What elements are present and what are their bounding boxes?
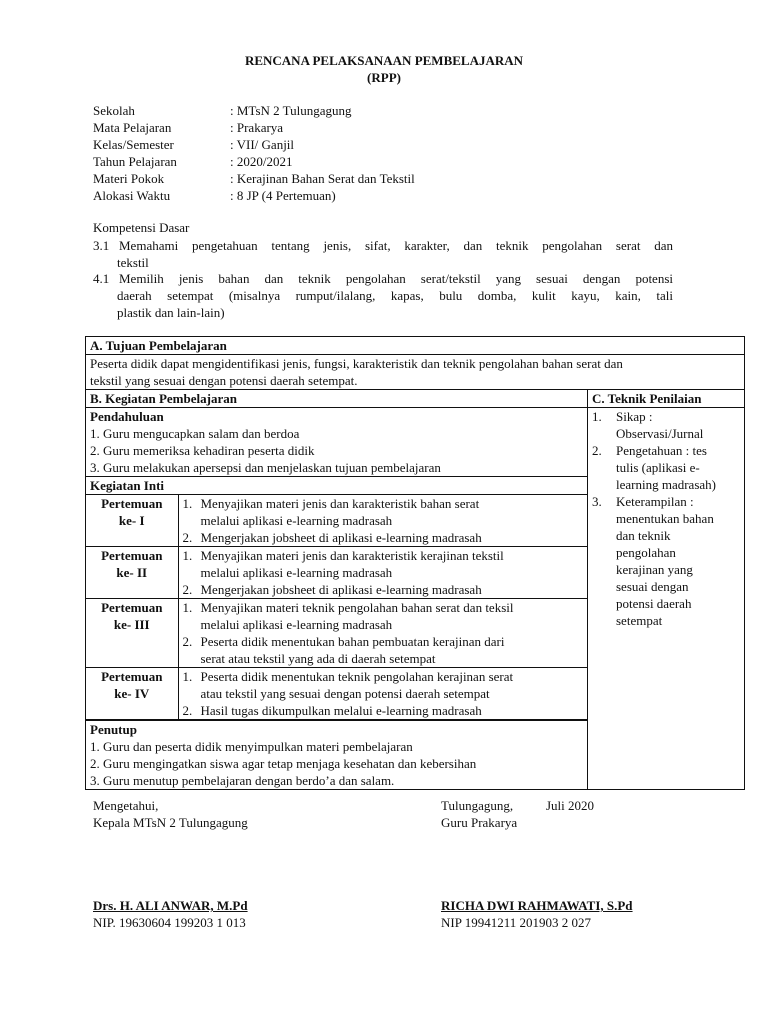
identity-label: Sekolah — [93, 103, 135, 118]
meeting-acts — [178, 495, 587, 547]
meeting-acts — [178, 668, 587, 720]
penutup-item: 2. Guru mengingatkan siswa agar tetap menjaga kesehatan dan kebersihan — [90, 756, 477, 771]
act-line: atau tekstil yang sesuai dengan potensi daerah setempat — [200, 686, 490, 701]
identity-row — [93, 136, 693, 153]
act-number: 2. — [182, 582, 193, 597]
teknik-line: tulis (aplikasi e- — [616, 460, 700, 475]
meeting-acts — [178, 547, 587, 599]
act-number: 1. — [182, 669, 193, 684]
act-line: melalui aplikasi e-learning madrasah — [200, 513, 393, 528]
sig-right-nip: NIP 19941211 201903 2 027 — [441, 915, 591, 930]
sig-left-l2: Kepala MTsN 2 Tulungagung — [93, 815, 248, 830]
kd-number: 4.1 — [93, 271, 110, 286]
kegiatan-cell — [86, 408, 588, 790]
meeting-label-line: ke- IV — [114, 686, 150, 701]
identity-value: : 8 JP (4 Pertemuan) — [230, 188, 336, 203]
identity-row — [93, 102, 693, 119]
teknik-line: Pengetahuan : tes — [616, 443, 707, 458]
identity-label: Mata Pelajaran — [93, 120, 172, 135]
sig-right-date: Juli 2020 — [546, 798, 595, 813]
sig-right-place: Tulungagung, — [441, 798, 514, 813]
sig-left-name: Drs. H. ALI ANWAR, M.Pd — [93, 898, 248, 913]
act-line: Menyajikan materi teknik pengolahan bahan serat dan teksil — [200, 600, 514, 615]
penutup-title: Penutup — [90, 722, 137, 737]
inti-title: Kegiatan Inti — [86, 476, 587, 494]
rpp-table — [85, 336, 745, 790]
meeting-label-line: Pertemuan — [101, 600, 163, 615]
meeting-row — [86, 547, 587, 599]
act-line: Hasil tugas dikumpulkan melalui e-learning madrasah — [200, 703, 482, 718]
pendahuluan-title: Pendahuluan — [90, 409, 164, 424]
teknik-line: sesuai dengan — [616, 579, 689, 594]
identity-row — [93, 153, 693, 170]
tujuan-line: tekstil yang sesuai dengan potensi daerah setempat. — [90, 373, 358, 388]
meeting-label — [86, 599, 178, 668]
teknik-line: Sikap : — [616, 409, 653, 424]
teknik-line: potensi daerah — [616, 596, 692, 611]
pendahuluan-item: 1. Guru mengucapkan salam dan berdoa — [90, 426, 300, 441]
act-number: 1. — [182, 600, 193, 615]
teknik-number: 3. — [592, 494, 602, 509]
kd-line: daerah setempat (misalnya rumput/ilalang, kapas, bulu domba, kulit kayu, kain, tali — [117, 288, 673, 303]
teknik-item — [592, 442, 740, 493]
teknik-cell — [588, 408, 745, 790]
teknik-number: 2. — [592, 443, 602, 458]
act-line: Mengerjakan jobsheet di aplikasi e-learning madrasah — [200, 530, 482, 545]
pendahuluan-item: 2. Guru memeriksa kehadiran peserta didik — [90, 443, 315, 458]
act-number: 1. — [182, 548, 193, 563]
meeting-label-line: Pertemuan — [101, 669, 163, 684]
tujuan-line: Peserta didik dapat mengidentifikasi jenis, fungsi, karakteristik dan teknik pengolahan bahan serat dan — [90, 356, 623, 371]
teknik-number: 1. — [592, 409, 602, 424]
teknik-item — [592, 408, 740, 442]
sig-left-nip: NIP. 19630604 199203 1 013 — [93, 915, 246, 930]
meeting-acts — [178, 599, 587, 668]
act-line: Peserta didik menentukan teknik pengolahan kerajinan serat — [200, 669, 514, 684]
inti-table — [86, 494, 587, 720]
meeting-label-line: ke- I — [118, 513, 145, 528]
teknik-line: menentukan bahan — [616, 511, 714, 526]
kd-item — [93, 270, 673, 321]
act-line: Peserta didik menentukan bahan pembuatan kerajinan dari — [200, 634, 505, 649]
act-number: 1. — [182, 496, 193, 511]
teknik-item — [592, 493, 740, 629]
kegiatan-header: B. Kegiatan Pembelajaran — [86, 390, 588, 408]
kd-item — [93, 237, 673, 271]
identity-row — [93, 119, 693, 136]
identity-label: Materi Pokok — [93, 171, 165, 186]
act-line: melalui aplikasi e-learning madrasah — [200, 565, 393, 580]
meeting-label — [86, 668, 178, 720]
tujuan-header: A. Tujuan Pembelajaran — [86, 337, 745, 355]
kd-line: Memilih jenis bahan dan teknik pengolahan serat/tekstil yang sesuai dengan potensi — [119, 271, 673, 286]
act-line: melalui aplikasi e-learning madrasah — [200, 617, 393, 632]
meeting-label-line: Pertemuan — [101, 548, 163, 563]
meeting-label — [86, 495, 178, 547]
sig-left-l1: Mengetahui, — [93, 798, 159, 813]
act-line: Mengerjakan jobsheet di aplikasi e-learning madrasah — [200, 582, 482, 597]
act-line: Menyajikan materi jenis dan karakteristik kerajinan tekstil — [200, 548, 504, 563]
act-number: 2. — [182, 703, 193, 718]
identity-value: : MTsN 2 Tulungagung — [230, 103, 352, 118]
teknik-line: Observasi/Jurnal — [616, 426, 704, 441]
penutup-item: 1. Guru dan peserta didik menyimpulkan materi pembelajaran — [90, 739, 413, 754]
teknik-line: Keterampilan : — [616, 494, 694, 509]
teknik-line: setempat — [616, 613, 663, 628]
meeting-label-line: ke- II — [116, 565, 148, 580]
penutup-item: 3. Guru menutup pembelajaran dengan berdo’a dan salam. — [90, 773, 395, 788]
identity-value: : 2020/2021 — [230, 154, 293, 169]
sig-right-l2: Guru Prakarya — [441, 815, 518, 830]
teknik-line: learning madrasah) — [616, 477, 716, 492]
sig-right-name: RICHA DWI RAHMAWATI, S.Pd — [441, 898, 633, 913]
identity-row — [93, 170, 693, 187]
doc-title: RENCANA PELAKSANAAN PEMBELAJARAN — [244, 53, 524, 68]
identity-label: Kelas/Semester — [93, 137, 174, 152]
meeting-row — [86, 495, 587, 547]
identity-value: : VII/ Ganjil — [230, 137, 295, 152]
act-line: Menyajikan materi jenis dan karakteristik bahan serat — [200, 496, 480, 511]
teknik-line: dan teknik — [616, 528, 671, 543]
meeting-row — [86, 599, 587, 668]
identity-label: Alokasi Waktu — [93, 188, 171, 203]
identity-row — [93, 187, 693, 204]
teknik-line: kerajinan yang — [616, 562, 693, 577]
teknik-line: pengolahan — [616, 545, 676, 560]
kd-heading: Kompetensi Dasar — [93, 220, 190, 235]
act-number: 2. — [182, 530, 193, 545]
pendahuluan-item: 3. Guru melakukan apersepsi dan menjelaskan tujuan pembelajaran — [90, 460, 441, 475]
identity-value: : Kerajinan Bahan Serat dan Tekstil — [230, 171, 415, 186]
teknik-header: C. Teknik Penilaian — [588, 390, 745, 408]
pendahuluan-section — [86, 408, 587, 476]
kd-line: Memahami pengetahuan tentang jenis, sifat, karakter, dan teknik pengolahan serat dan — [119, 238, 673, 253]
kd-number: 3.1 — [93, 238, 110, 253]
meeting-label-line: ke- III — [113, 617, 150, 632]
kd-line: tekstil — [117, 255, 149, 270]
penutup-section — [86, 720, 587, 789]
identity-value: : Prakarya — [230, 120, 284, 135]
act-number: 2. — [182, 634, 193, 649]
meeting-row — [86, 668, 587, 720]
tujuan-text — [86, 355, 745, 390]
act-line: serat atau tekstil yang ada di daerah setempat — [200, 651, 436, 666]
meeting-label — [86, 547, 178, 599]
kd-line: plastik dan lain-lain) — [117, 305, 225, 320]
doc-subtitle: (RPP) — [367, 70, 401, 85]
identity-label: Tahun Pelajaran — [93, 154, 177, 169]
meeting-label-line: Pertemuan — [101, 496, 163, 511]
